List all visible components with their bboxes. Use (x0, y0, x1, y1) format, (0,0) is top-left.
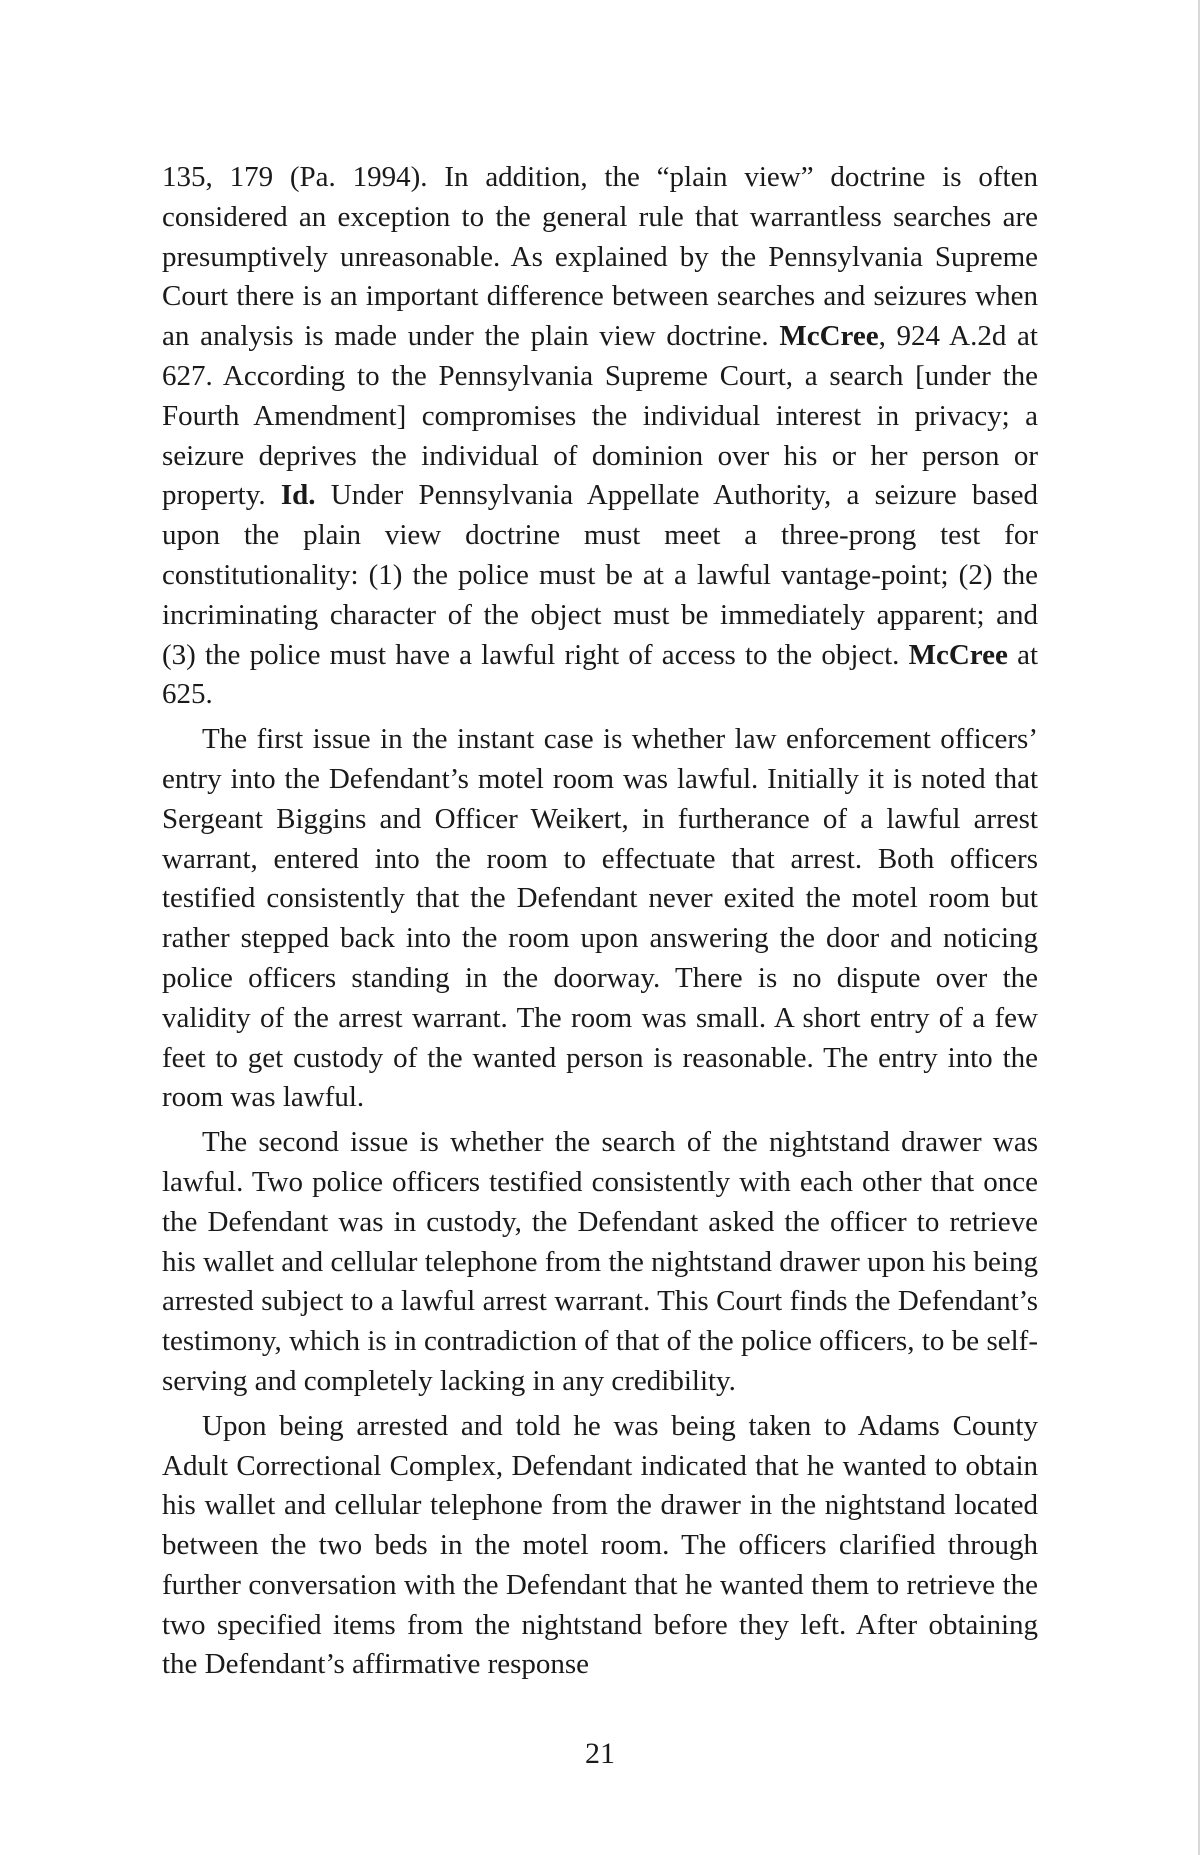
text-run: , 924 A.2d at 627. According to the Pennsylvania Supreme Court, a search [under the Fourth Amendment] compromises the individual interest in privacy; a seizure deprives the individual of dominion over his or her person or property. (162, 320, 1038, 512)
case-citation: Id. (280, 479, 316, 512)
text-run: The first issue in the instant case is whether law enforcement officers’ entry into the Defendant’s motel room was lawful. Initially it is noted that Sergeant Biggins and Officer Weikert, in furtherance of a lawful arrest warrant, entered into the room to effectuate that arrest. Both officers testified consistently that the Defendant never exited the motel room but rather stepped back into the room upon answering the door and noticing police officers standing in the doorway. There is no dispute over the validity of the arrest warrant. The room was small. A short entry of a few feet to get custody of the wanted person is reasonable. The entry into the room was lawful. (162, 723, 1038, 1114)
paragraph-1 (162, 158, 1038, 715)
text-run: The second issue is whether the search of the nightstand drawer was lawful. Two police officers testified consistently with each other that once the Defendant was in custody, the Defendant asked the officer to retrieve his wallet and cellular telephone from the nightstand drawer upon his being arrested subject to a lawful arrest warrant. This Court finds the Defendant’s testimony, which is in contradiction of that of the police officers, to be self-serving and completely lacking in any credibility. (162, 1126, 1038, 1397)
text-run: 135, 179 (Pa. 1994). In addition, the “plain view” doctrine is often considered an exception to the general rule that warrantless searches are presumptively unreasonable. As explained by the Pennsylvania Supreme Court there is an important difference between searches and seizures when an analysis is made under the plain view doctrine. (162, 161, 1038, 353)
body-text (162, 158, 1038, 1690)
paragraph-3 (162, 1123, 1038, 1402)
page-number: 21 (585, 1737, 615, 1770)
case-citation: McCree (779, 320, 879, 353)
paragraph-4 (162, 1407, 1038, 1686)
text-run: at 625. (162, 638, 1038, 711)
text-run: Upon being arrested and told he was being taken to Adams County Adult Correctional Complex, Defendant indicated that he wanted to obtain his wallet and cellular telephone from the drawer in the nightstand located between the two beds in the motel room. The officers clarified through further conversation with the Defendant that he wanted them to retrieve the two specified items from the nightstand before they left. After obtaining the Defendant’s affirmative response (162, 1409, 1038, 1681)
paragraph-2 (162, 720, 1038, 1118)
case-citation: McCree (908, 638, 1008, 671)
text-run: Under Pennsylvania Appellate Authority, a seizure based upon the plain view doctrine must meet a three-prong test for constitutionality: (1) the police must be at a lawful vantage-point; (2) the incriminating character of the object must be immediately apparent; and (3) the police must have a lawful right of access to the object. (162, 479, 1038, 671)
